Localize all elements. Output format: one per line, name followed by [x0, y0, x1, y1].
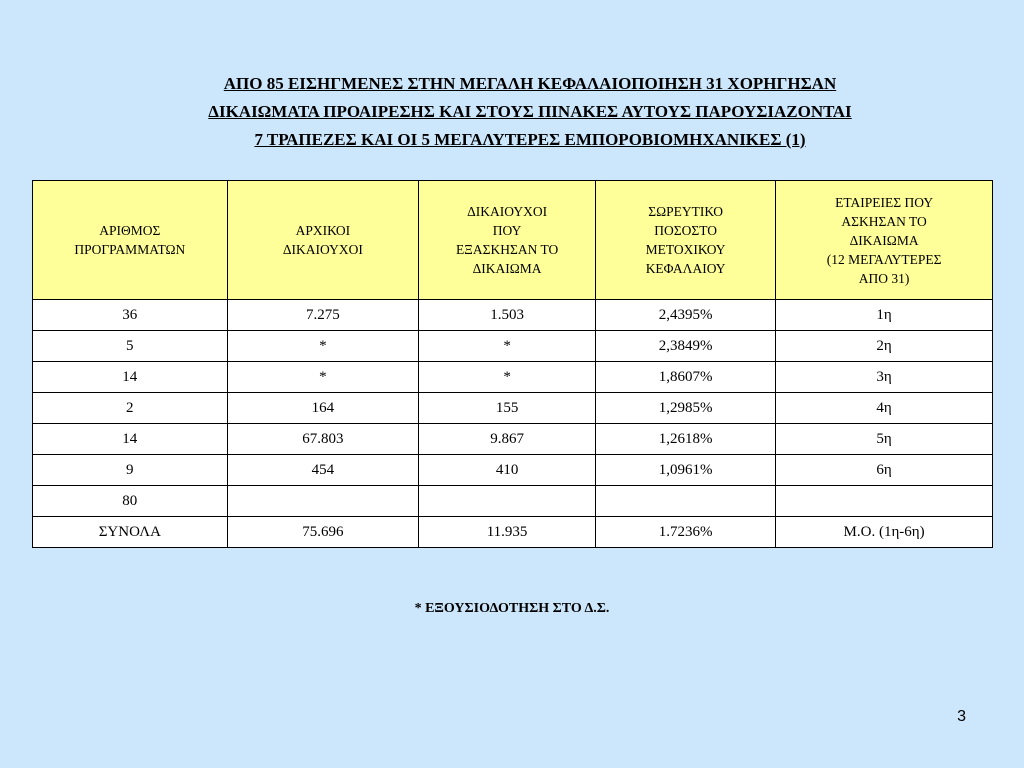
- table-row: [33, 393, 993, 424]
- table-cell: 36: [33, 300, 228, 331]
- table-cell: 14: [33, 424, 228, 455]
- table-cell: 4η: [776, 393, 993, 424]
- table-cell: 1η: [776, 300, 993, 331]
- table-cell: 9.867: [419, 424, 596, 455]
- table-cell: 7.275: [227, 300, 419, 331]
- table-cell: 14: [33, 362, 228, 393]
- table-cell: 1,0961%: [596, 455, 776, 486]
- table-cell: 1,2985%: [596, 393, 776, 424]
- table-cell: 1.503: [419, 300, 596, 331]
- table-cell: *: [227, 362, 419, 393]
- table-cell: 410: [419, 455, 596, 486]
- title-line-3: 7 ΤΡΑΠΕΖΕΣ ΚΑΙ ΟΙ 5 ΜΕΓΑΛΥΤΕΡΕΣ ΕΜΠΟΡΟΒΙΟΜΗΧΑΝΙΚΕΣ (1): [254, 130, 806, 149]
- footnote: * ΕΞΟΥΣΙΟΔΟΤΗΣΗ ΣΤΟ Δ.Σ.: [414, 601, 610, 616]
- table-cell: [227, 486, 419, 517]
- table-cell: 80: [33, 486, 228, 517]
- table-cell: [596, 486, 776, 517]
- table-cell: 2η: [776, 331, 993, 362]
- table-cell: *: [419, 362, 596, 393]
- table-cell: 164: [227, 393, 419, 424]
- table-row: [33, 424, 993, 455]
- title-line-2: ΔΙΚΑΙΩΜΑΤΑ ΠΡΟΑΙΡΕΣΗΣ ΚΑΙ ΣΤΟΥΣ ΠΙΝΑΚΕΣ ΑΥΤΟΥΣ ΠΑΡΟΥΣΙΑΖΟΝΤΑΙ: [208, 102, 852, 121]
- table-cell: 454: [227, 455, 419, 486]
- table-cell: 6η: [776, 455, 993, 486]
- table-cell: *: [227, 331, 419, 362]
- table-cell: 2: [33, 393, 228, 424]
- table-cell: 155: [419, 393, 596, 424]
- title-line-1: ΑΠΟ 85 ΕΙΣΗΓΜΕΝΕΣ ΣΤΗΝ ΜΕΓΑΛΗ ΚΕΦΑΛΑΙΟΠΟΙΗΣΗ 31 ΧΟΡΗΓΗΣΑΝ: [223, 74, 837, 93]
- header-companies-rank: ΕΤΑΙΡΕΙΕΣ ΠΟΥ ΑΣΚΗΣΑΝ ΤΟ ΔΙΚΑΙΩΜΑ (12 ΜΕΓΑΛΥΤΕΡΕΣ ΑΠΟ 31): [776, 181, 993, 300]
- page-number: 3: [957, 708, 966, 725]
- header-initial-beneficiaries: ΑΡΧΙΚΟΙ ΔΙΚΑΙΟΥΧΟΙ: [227, 181, 419, 300]
- table-cell: ΣΥΝΟΛΑ: [33, 517, 228, 548]
- table-cell: 3η: [776, 362, 993, 393]
- slide-title: [90, 70, 970, 154]
- table-cell: *: [419, 331, 596, 362]
- table-cell: 5η: [776, 424, 993, 455]
- table-cell: 11.935: [419, 517, 596, 548]
- table-cell: 2,4395%: [596, 300, 776, 331]
- table-cell: 5: [33, 331, 228, 362]
- table-cell: 67.803: [227, 424, 419, 455]
- table-header-row: [33, 181, 993, 300]
- table-cell: [776, 486, 993, 517]
- header-programs-count: ΑΡΙΘΜΟΣ ΠΡΟΓΡΑΜΜΑΤΩΝ: [33, 181, 228, 300]
- table-row: [33, 362, 993, 393]
- table-row: [33, 486, 993, 517]
- table-row: [33, 331, 993, 362]
- table-cell: 1,8607%: [596, 362, 776, 393]
- table-row: [33, 300, 993, 331]
- table-cell: Μ.Ο. (1η-6η): [776, 517, 993, 548]
- table-cell: 1,2618%: [596, 424, 776, 455]
- table-cell: 1.7236%: [596, 517, 776, 548]
- header-exercised-beneficiaries: ΔΙΚΑΙΟΥΧΟΙ ΠΟΥ ΕΞΑΣΚΗΣΑΝ ΤΟ ΔΙΚΑΙΩΜΑ: [419, 181, 596, 300]
- table-cell: 75.696: [227, 517, 419, 548]
- stock-options-table: [32, 180, 993, 548]
- table-cell: 9: [33, 455, 228, 486]
- table-totals-row: [33, 517, 993, 548]
- table-cell: [419, 486, 596, 517]
- table-cell: 2,3849%: [596, 331, 776, 362]
- table-row: [33, 455, 993, 486]
- header-cumulative-share-percentage: ΣΩΡΕΥΤΙΚΟ ΠΟΣΟΣΤΟ ΜΕΤΟΧΙΚΟΥ ΚΕΦΑΛΑΙΟΥ: [596, 181, 776, 300]
